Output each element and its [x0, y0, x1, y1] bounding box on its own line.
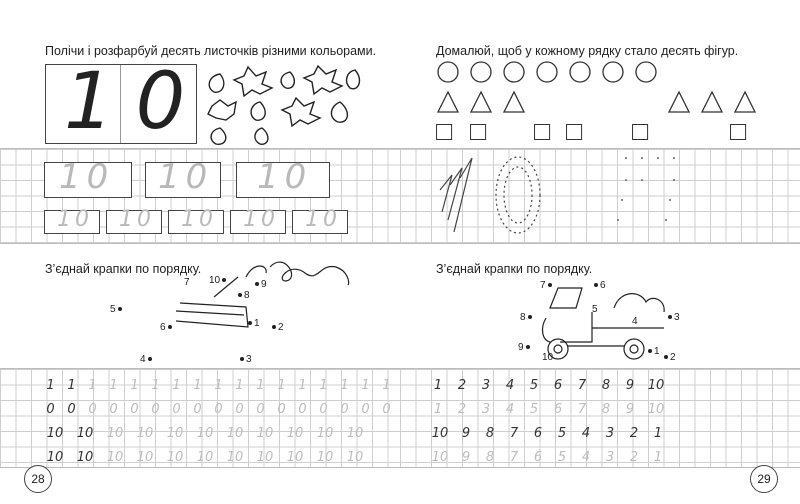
writing-row: 10 9 8 7 6 5 4 3 2 1 [431, 426, 663, 441]
leaf-icon [208, 100, 236, 120]
dot-8: 8 [236, 290, 250, 301]
copy-box-small: 10 [168, 210, 224, 234]
square-icon: □ [632, 116, 649, 146]
dot-10: 10 [542, 352, 554, 363]
page-number: 29 [750, 465, 778, 493]
page-number: 28 [24, 465, 52, 493]
dot-5: 5 [592, 304, 598, 315]
writing-row: 1 1 1 1 1 1 1 1 1 1 1 1 1 1 1 1 1 [46, 378, 391, 393]
copy-box-small: 10 [230, 210, 286, 234]
circle-icon [636, 62, 656, 82]
dot-8: 8 [520, 312, 534, 323]
circle-icon [504, 62, 524, 82]
writing-row: 1 2 3 4 5 6 7 8 9 10 [433, 378, 665, 393]
writing-row: 10 10 10 10 10 10 10 10 10 10 10 [46, 426, 364, 441]
leaves-illustration [200, 62, 370, 147]
copy-box-big: 10 [145, 162, 221, 198]
square-icon: □ [436, 116, 453, 146]
big-ten-box [45, 57, 208, 147]
writing-row: 10 9 8 7 6 5 4 3 2 1 [431, 450, 663, 465]
leaf-icon [281, 72, 294, 88]
square-icon: □ [566, 116, 583, 146]
dot-7: 7 [540, 280, 554, 291]
dot-10: 10 [209, 275, 228, 286]
dot-6: 6 [592, 280, 606, 291]
dot-7: 7 [184, 277, 190, 288]
triangle-icon [702, 92, 722, 112]
dot-2: 2 [270, 322, 284, 333]
dot-9: 9 [518, 342, 532, 353]
big-ten: 10 [64, 57, 208, 147]
circle-icon [603, 62, 623, 82]
leaf-icon [255, 128, 268, 144]
circle-icon [438, 62, 458, 82]
task-connect-dots: З’єднай крапки по порядку. [436, 262, 593, 276]
square-icon: □ [534, 116, 551, 146]
leaf-icon [331, 102, 347, 122]
writing-row: 0 0 0 0 0 0 0 0 0 0 0 0 0 0 0 0 0 [46, 402, 391, 417]
copy-box-small: 10 [292, 210, 348, 234]
triangle-icon [471, 92, 491, 112]
right-page [400, 0, 800, 504]
writing-row: 1 2 3 4 5 6 7 8 9 10 [433, 402, 665, 417]
leaf-icon [251, 102, 265, 120]
triangle-icon [669, 92, 689, 112]
leaf-icon [209, 74, 224, 92]
leaf-icon [304, 66, 342, 94]
dot-4: 4 [632, 316, 638, 327]
circle-icon [570, 62, 590, 82]
copy-box-small: 10 [44, 210, 100, 234]
dot-3: 3 [666, 312, 680, 323]
dot-drawing-lines [0, 255, 360, 365]
leaf-icon [234, 67, 272, 96]
dot-1: 1 [646, 346, 660, 357]
dot-3: 3 [238, 354, 252, 365]
dot-1: 1 [246, 318, 260, 329]
circle-icon [471, 62, 491, 82]
copy-box-big: 10 [44, 162, 132, 198]
copy-box-big: 10 [236, 162, 330, 198]
square-icon: □ [730, 116, 747, 146]
dotted-ten-tracing [430, 150, 730, 240]
leaf-icon [211, 128, 226, 144]
dot-5: 5 [110, 304, 124, 315]
dot-2: 2 [662, 352, 676, 363]
task-draw-shapes: Домалюй, щоб у кожному рядку стало десять фігур. [436, 44, 739, 58]
triangle-icon [735, 92, 755, 112]
writing-row: 10 10 10 10 10 10 10 10 10 10 10 [46, 450, 364, 465]
task-color-leaves: Полічи і розфарбуй десять листочків різними кольорами. [45, 44, 377, 58]
square-icon: □ [470, 116, 487, 146]
triangle-icon [438, 92, 458, 112]
leaf-icon [282, 98, 320, 126]
dot-6: 6 [160, 322, 174, 333]
leaf-icon [347, 70, 360, 89]
task-connect-dots: З’єднай крапки по порядку. [45, 262, 202, 276]
copy-box-small: 10 [106, 210, 162, 234]
dot-4: 4 [140, 354, 154, 365]
dot-9: 9 [253, 279, 267, 290]
triangle-icon [504, 92, 524, 112]
circle-icon [537, 62, 557, 82]
